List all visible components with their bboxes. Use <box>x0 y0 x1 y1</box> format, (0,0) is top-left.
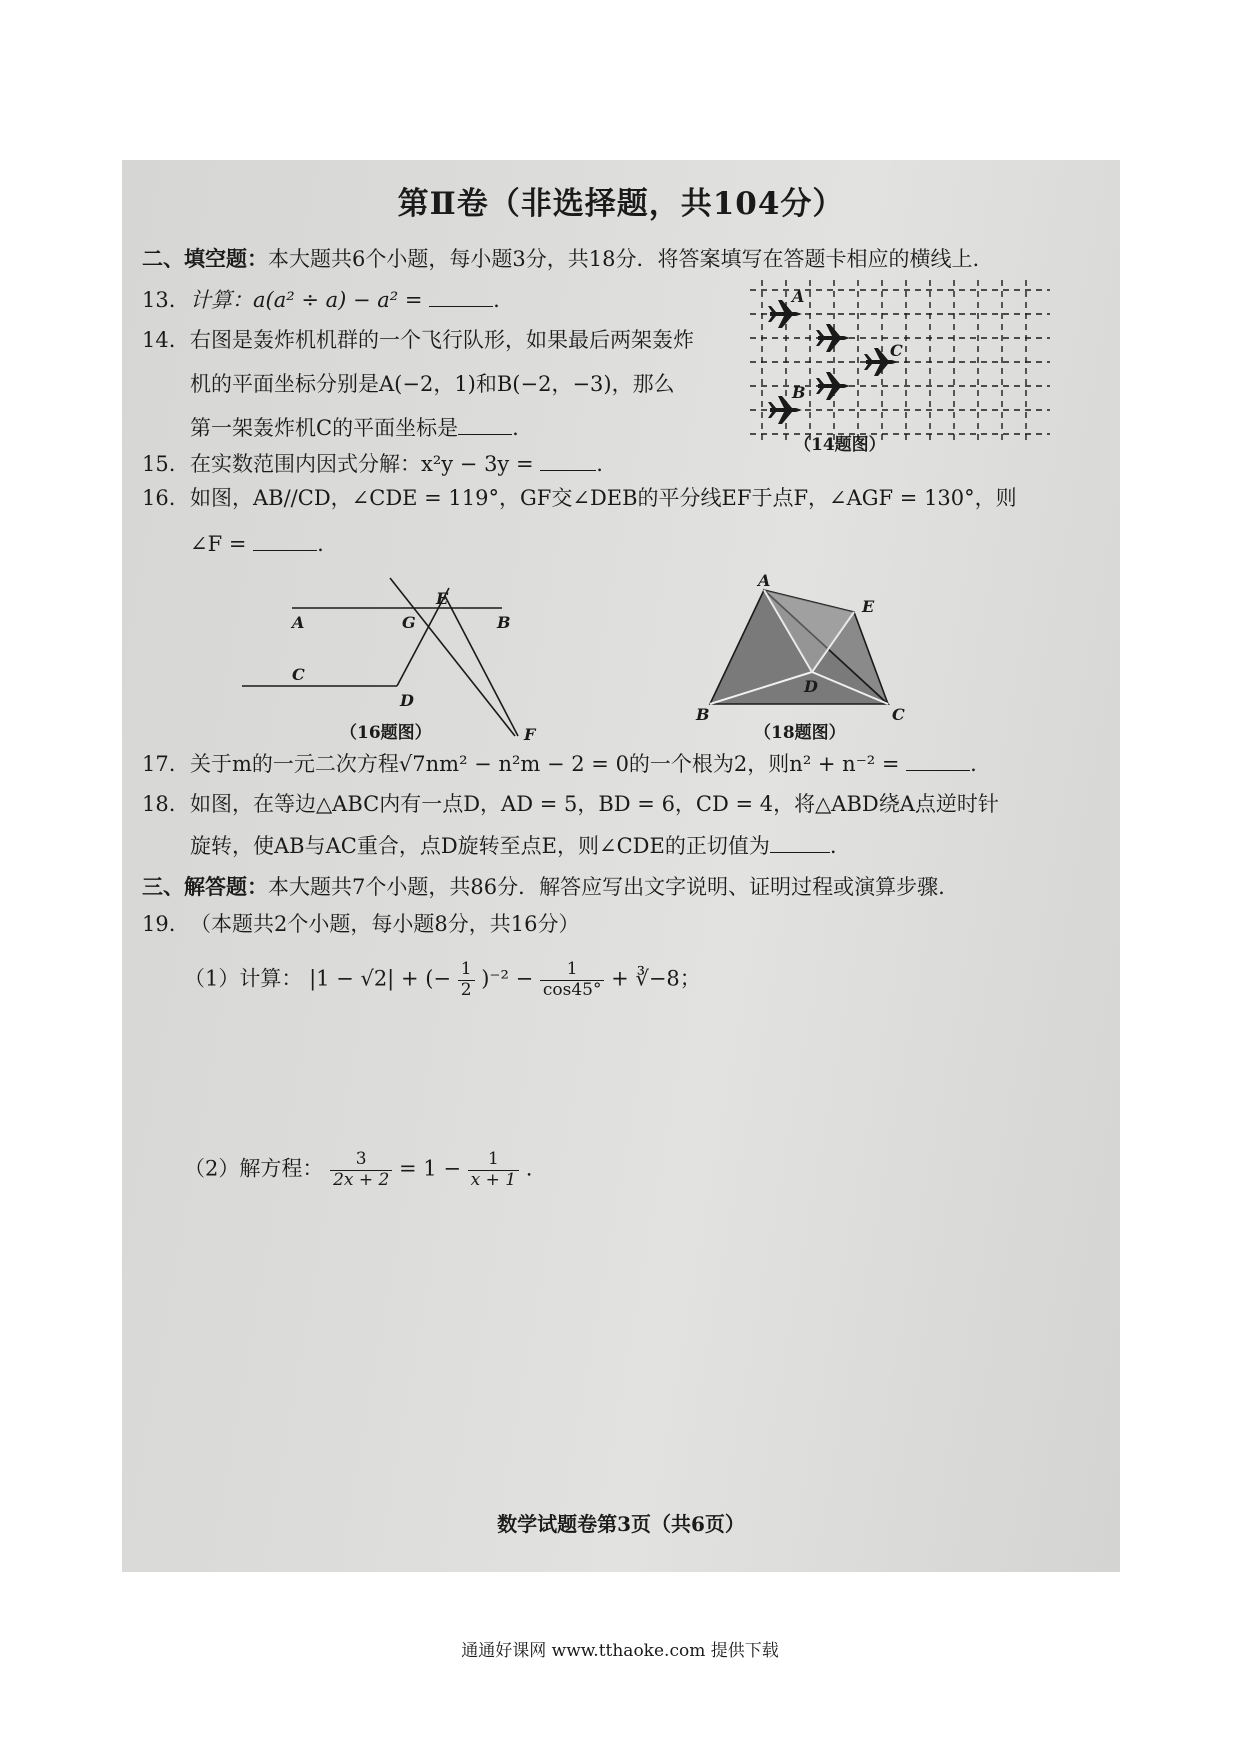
fraction-3-over-2x2: $\frac{3}{2x + 2}$ <box>330 1150 392 1190</box>
exam-page <box>122 160 1120 1572</box>
question-16-line-1 <box>142 486 1017 511</box>
page-title: 第Ⅱ卷（非选择题，共104分） <box>397 186 845 222</box>
part-2-expr-mid: = 1 − <box>399 1156 461 1181</box>
question-16-text-2: ∠F = <box>190 532 254 556</box>
question-13-end: . <box>493 288 500 312</box>
question-16-number: 16. <box>142 486 176 510</box>
question-19-number: 19. <box>142 912 176 936</box>
question-13-number: 13. <box>142 288 176 312</box>
question-15-end: . <box>596 452 603 476</box>
part-2-label: （2）解方程： <box>184 1156 324 1181</box>
label-c: C <box>890 341 903 360</box>
part-1-expr-c: + ∛−8； <box>611 966 701 991</box>
question-14-line-2: 机的平面坐标分别是A(−2，1)和B(−2，−3)，那么 <box>190 372 675 396</box>
figure-14-caption: （14题图） <box>794 435 886 455</box>
question-19-part-2 <box>184 1150 532 1190</box>
label-e: E <box>436 589 449 608</box>
question-16-line-2 <box>190 532 324 557</box>
part-1-expr-b: )⁻² − <box>481 966 534 991</box>
part-2-end: . <box>525 1156 533 1181</box>
question-16-end: . <box>317 532 324 556</box>
label-a: A <box>792 287 805 306</box>
question-14-text-3: 第一架轰炸机C的平面坐标是 <box>190 416 459 440</box>
question-17 <box>142 752 977 777</box>
label-d: D <box>400 691 414 710</box>
question-15-number: 15. <box>142 452 176 476</box>
fraction-1-over-x1: $\frac{1}{x + 1}$ <box>468 1150 519 1190</box>
label-c: C <box>892 705 905 724</box>
question-18-line-1 <box>142 792 999 817</box>
question-16-text-1: 如图，AB//CD，∠CDE = 119°，GF交∠DEB的平分线EF于点F，∠AGF = 130°，则 <box>190 486 1017 510</box>
figure-16-diagram <box>242 568 542 744</box>
section-2-label: 二、填空题： <box>142 246 268 271</box>
question-14-text-1: 右图是轰炸机机群的一个飞行队形，如果最后两架轰炸 <box>190 328 694 352</box>
label-a: A <box>758 571 771 590</box>
section-3-header <box>142 874 945 900</box>
question-18-number: 18. <box>142 792 176 816</box>
question-15-text: 在实数范围内因式分解：x²y − 3y = <box>190 452 541 476</box>
label-b: B <box>497 613 511 632</box>
part-1-label: （1）计算： <box>184 966 303 991</box>
figure-14-grid <box>750 280 1050 440</box>
label-e: E <box>862 597 875 616</box>
figure-16-caption: （16题图） <box>340 723 432 743</box>
credit-line: 通通好课网 www.tthaoke.com 提供下载 <box>461 1641 779 1661</box>
question-18-end: . <box>829 834 837 858</box>
question-18-text-2: 旋转，使AB与AC重合，点D旋转至点E，则∠CDE的正切值为 <box>190 834 770 858</box>
fraction-cos45: $\frac{1}{\cos 45^\circ}$ <box>540 960 605 1000</box>
fraction-one-half: $\frac{1}{2}$ <box>458 960 475 1000</box>
section-3-text: 本大题共7个小题，共86分．解答应写出文字说明、证明过程或演算步骤. <box>268 875 945 899</box>
label-g: G <box>402 613 416 632</box>
part-1-expr-a: |1 − √2| + (− <box>309 966 451 991</box>
figure-18-diagram <box>696 571 922 724</box>
question-14-end: . <box>512 416 519 440</box>
question-19-text: （本题共2个小题，每小题8分，共16分） <box>190 912 580 936</box>
question-14-number: 14. <box>142 328 176 352</box>
answer-blank <box>253 532 317 551</box>
plane-icon <box>816 324 850 352</box>
question-15 <box>142 452 603 477</box>
question-14-line-1 <box>142 328 694 353</box>
label-d: D <box>804 677 818 696</box>
label-a: A <box>292 613 305 632</box>
answer-blank <box>540 452 596 471</box>
section-3-label: 三、解答题： <box>142 874 268 899</box>
question-17-text: 关于m的一元二次方程√7nm² − n²m − 2 = 0的一个根为2，则n² + n⁻² = <box>190 752 907 776</box>
question-17-end: . <box>970 752 977 776</box>
question-19-part-1 <box>184 960 701 1000</box>
answer-blank <box>429 288 493 307</box>
label-f: F <box>524 725 536 744</box>
question-17-number: 17. <box>142 752 176 776</box>
answer-blank <box>458 416 512 435</box>
question-18-line-2 <box>190 834 837 859</box>
label-b: B <box>696 705 710 724</box>
question-14-line-3 <box>190 416 519 441</box>
answer-blank <box>770 834 830 853</box>
page-footer: 数学试题卷第3页（共6页） <box>497 1512 745 1536</box>
question-19 <box>142 912 579 937</box>
plane-icon <box>816 372 850 400</box>
label-b: B <box>792 383 806 402</box>
question-13-text: 计算：a(a² ÷ a) − a² = <box>190 288 430 312</box>
question-13 <box>142 288 500 313</box>
answer-blank <box>906 752 970 771</box>
label-c: C <box>292 665 305 684</box>
section-2-header <box>142 246 979 272</box>
section-2-text: 本大题共6个小题，每小题3分，共18分．将答案填写在答题卡相应的横线上. <box>268 247 980 271</box>
question-18-text-1: 如图，在等边△ABC内有一点D，AD = 5，BD = 6，CD = 4，将△ABD绕A点逆时针 <box>190 792 999 816</box>
figure-18-caption: （18题图） <box>754 723 846 743</box>
